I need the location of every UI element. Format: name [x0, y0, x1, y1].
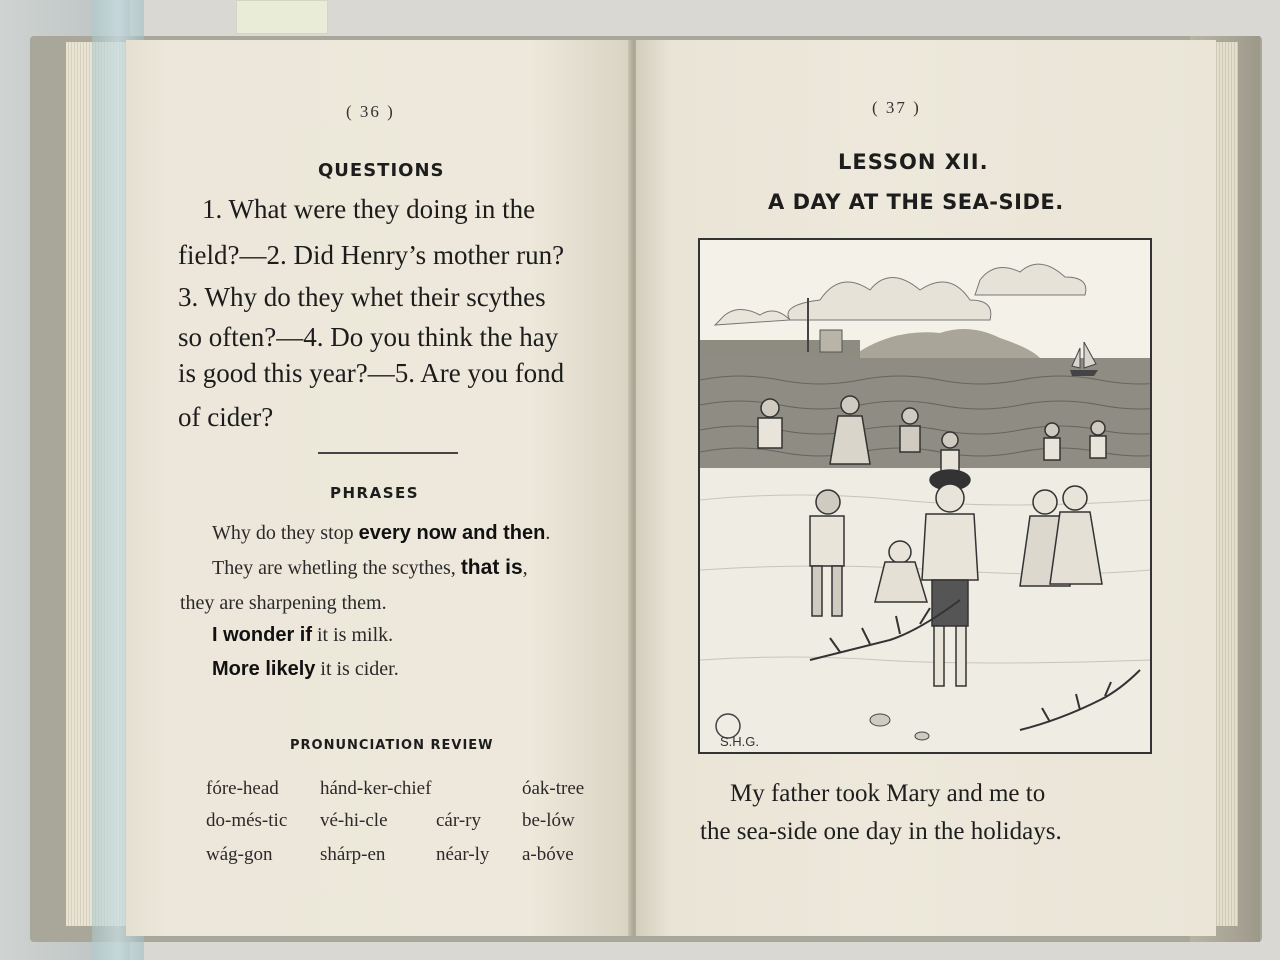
question-line: so often?—4. Do you think the hay: [178, 322, 559, 352]
pronunciation-word: shárp-en: [320, 844, 386, 865]
phrase-text: it is milk.: [312, 624, 394, 646]
phrase-text: it is cider.: [315, 658, 399, 680]
pronunciation-word: wág-gon: [206, 844, 273, 865]
phrase-text: .: [545, 522, 551, 544]
questions-title: QUESTIONS: [318, 160, 445, 181]
seaside-illustration: [698, 238, 1152, 754]
pronunciation-word: néar-ly: [436, 844, 490, 865]
phrase-line-3: they are sharpening them.: [180, 592, 387, 614]
lighthouse: [820, 330, 842, 352]
phrase-bold: every now and then: [358, 522, 546, 544]
question-line: 3. Why do they whet their scythes: [178, 282, 546, 312]
sailboat: [1070, 370, 1098, 376]
pronunciation-word: óak-tree: [522, 778, 585, 799]
lesson-title: LESSON XII.: [838, 150, 989, 174]
phrase-bold: More likely: [212, 658, 316, 680]
pronunciation-word: fóre-head: [206, 778, 279, 799]
pronunciation-word: a-bóve: [522, 844, 574, 865]
pronunciation-word: be-lów: [522, 810, 575, 831]
phrase-line-4: [212, 624, 393, 647]
section-divider: [318, 452, 458, 454]
phrases-title: PHRASES: [330, 484, 420, 502]
illustration-signature: S.H.G.: [720, 734, 760, 749]
pronunciation-word: cár-ry: [436, 810, 481, 831]
pronunciation-word: hánd-ker-chief: [320, 778, 432, 799]
phrase-line-5: [212, 658, 399, 681]
phrase-bold: that is: [460, 556, 523, 579]
question-line: field?—2. Did Henry’s mother run?: [178, 240, 565, 270]
phrase-text: Why do they stop: [212, 522, 359, 544]
lesson-subtitle: A DAY AT THE SEA-SIDE.: [768, 190, 1064, 214]
phrase-bold: I wonder if: [212, 624, 312, 646]
pronunciation-word: do-més-tic: [206, 810, 288, 831]
page-number-left: ( 36 ): [346, 102, 395, 121]
lesson-body-line: the sea-side one day in the holidays.: [700, 818, 1062, 845]
phrase-text: They are whetling the scythes,: [212, 557, 461, 579]
pronunciation-title: PRONUNCIATION REVIEW: [290, 738, 494, 753]
lesson-body-line: My father took Mary and me to: [730, 780, 1046, 807]
question-line: of cider?: [178, 402, 274, 432]
beach: [700, 468, 1150, 752]
bookmark-tab: [236, 0, 328, 34]
pronunciation-word: vé-hi-cle: [320, 810, 388, 831]
phrase-text: ,: [522, 557, 528, 579]
phrase-line-2: [212, 556, 528, 580]
seaside-drawing: [700, 240, 1150, 752]
question-line: 1. What were they doing in the: [202, 194, 536, 224]
question-line: is good this year?—5. Are you fond: [178, 358, 565, 388]
page-number-right: ( 37 ): [872, 98, 921, 117]
phrase-line-1: [212, 522, 550, 545]
